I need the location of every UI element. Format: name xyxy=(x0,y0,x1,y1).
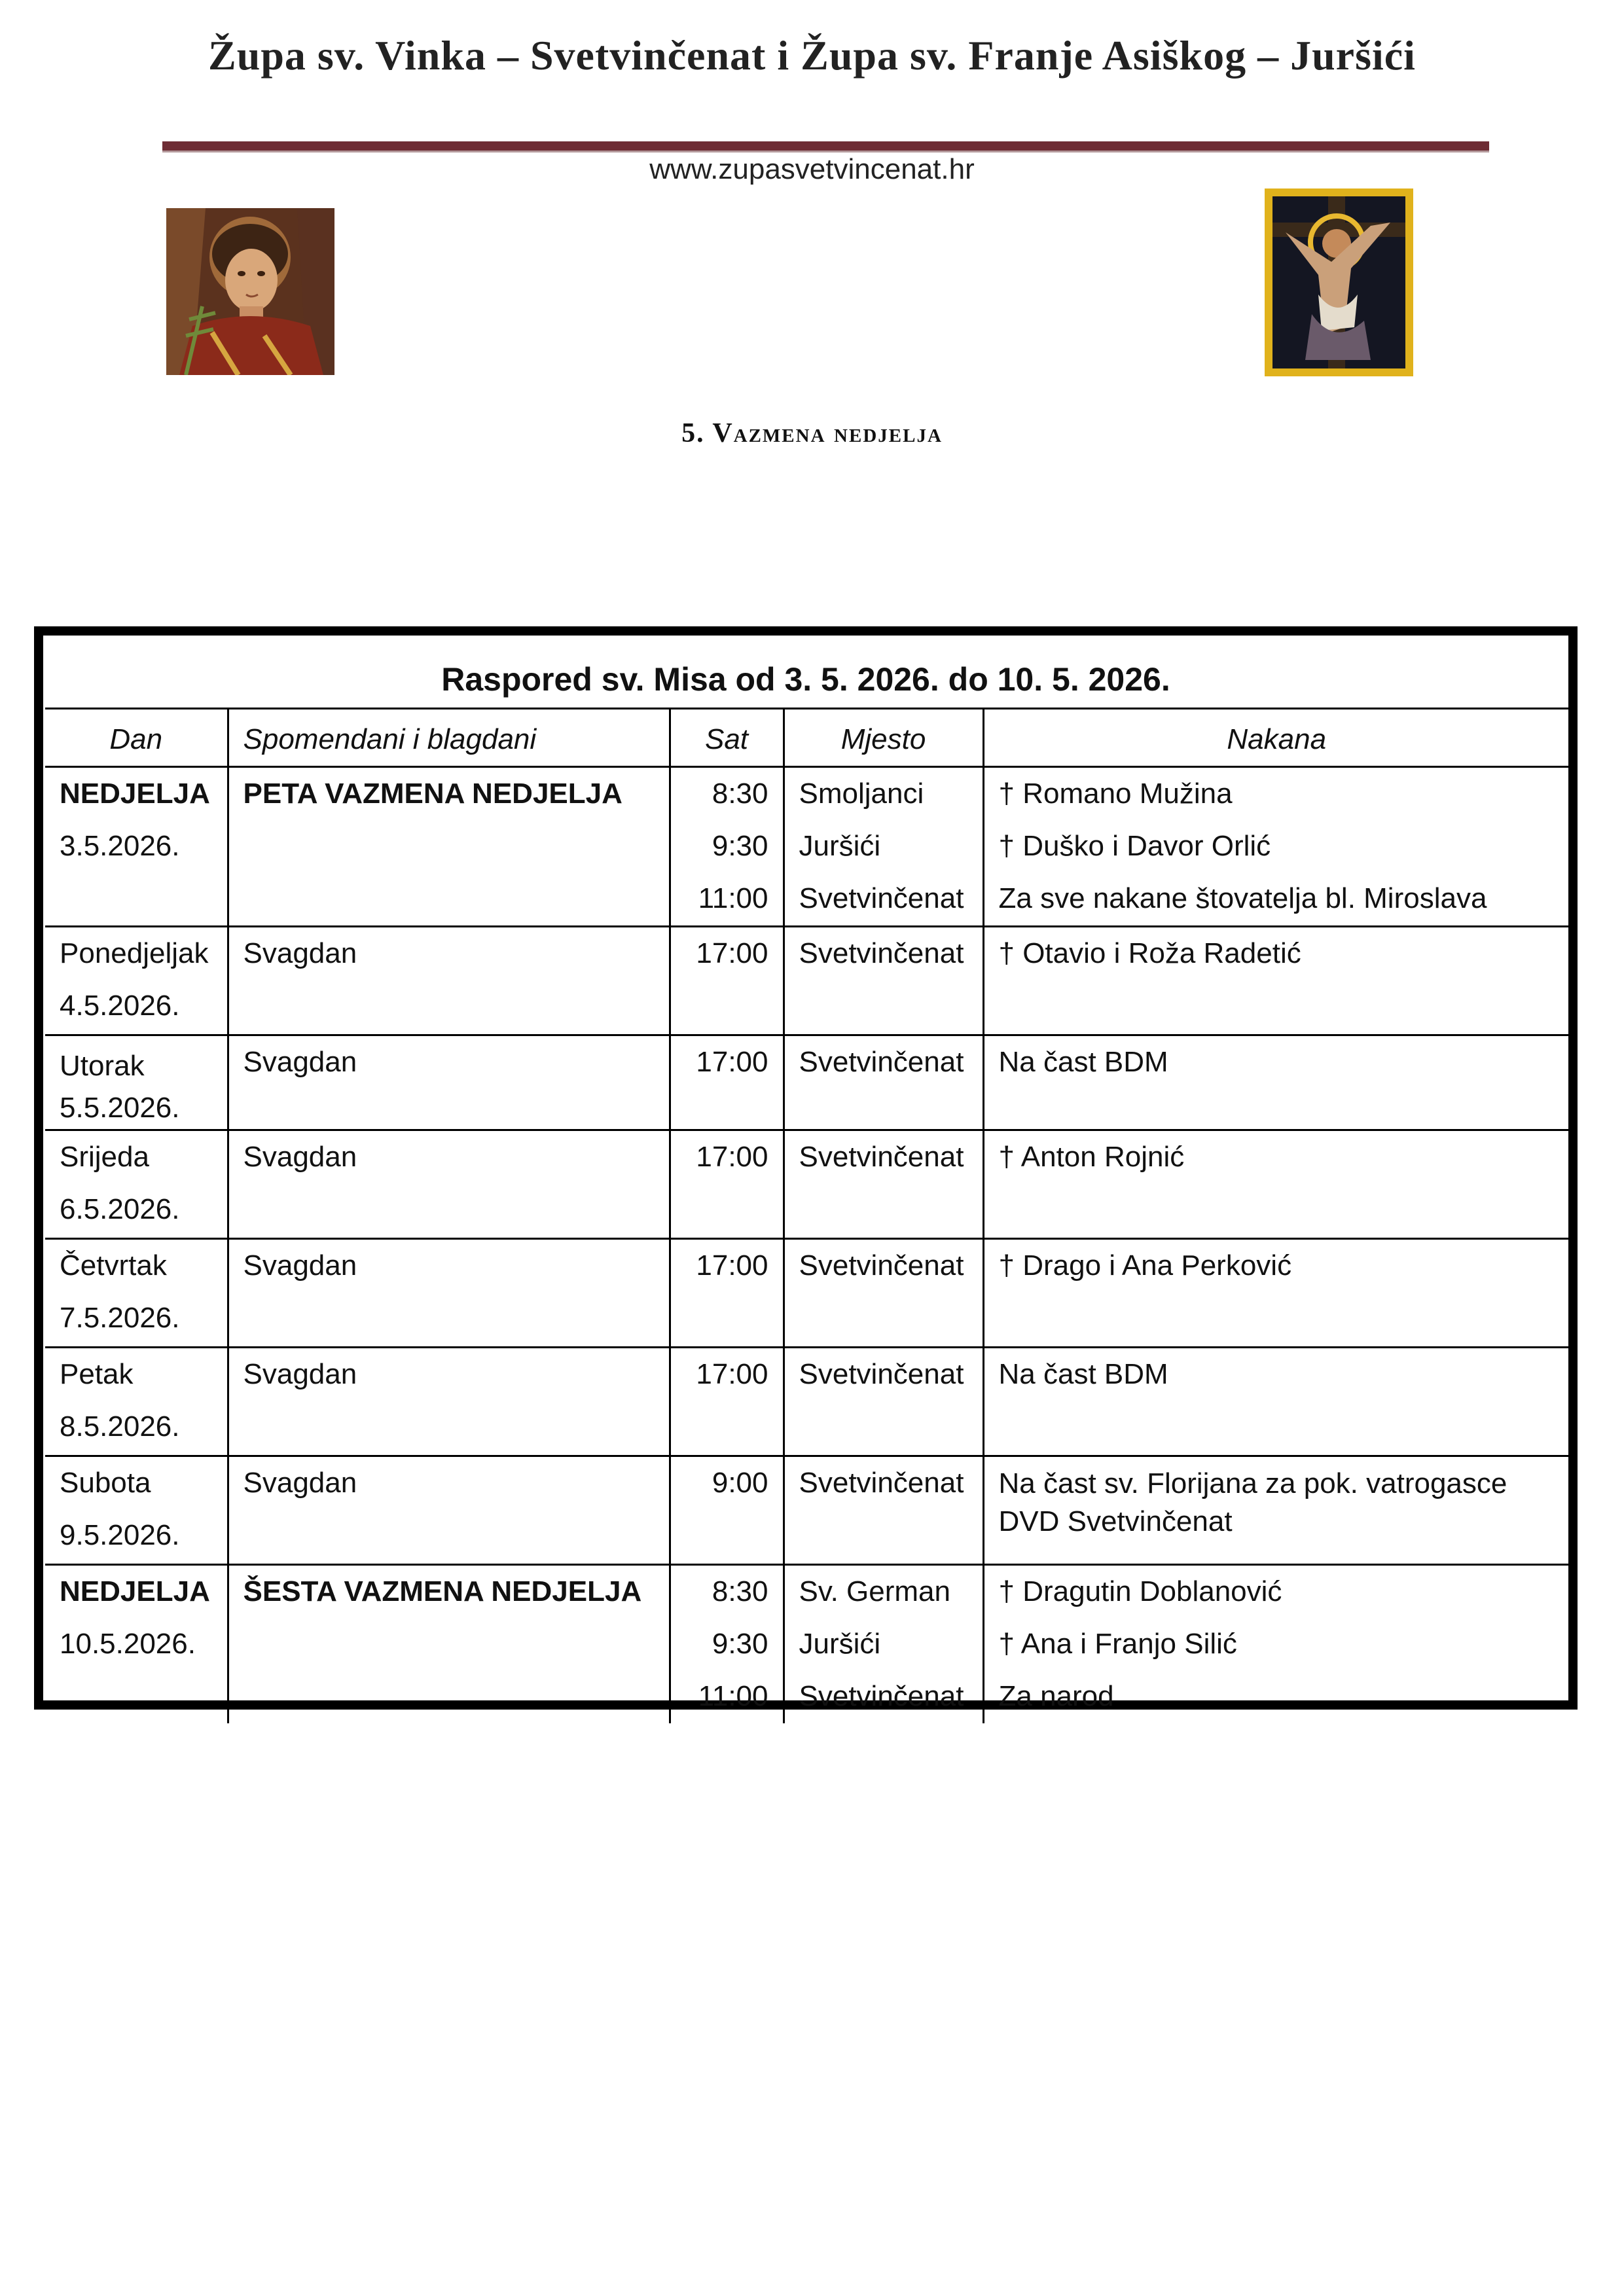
time-cell xyxy=(670,1035,784,1130)
mass-time: 9:00 xyxy=(712,1467,768,1499)
mass-schedule-table xyxy=(45,708,1569,1723)
place-cell xyxy=(784,1130,983,1239)
table-row xyxy=(45,1456,1569,1565)
mass-time: 11:00 xyxy=(698,1680,768,1712)
day-cell xyxy=(45,927,228,1035)
time-cell xyxy=(670,1239,784,1348)
schedule-caption: Raspored sv. Misa od 3. 5. 2026. do 10. 5. 2026. xyxy=(441,661,1170,698)
feast-name: Svagdan xyxy=(243,1249,357,1282)
mass-intention: Na čast BDM xyxy=(998,1046,1168,1078)
mass-place: Svetvinčenat xyxy=(799,1467,964,1499)
day-date: 10.5.2026. xyxy=(60,1628,196,1660)
time-cell xyxy=(670,767,784,927)
feast-name: Svagdan xyxy=(243,1467,357,1499)
column-header-day: Dan xyxy=(45,709,228,767)
column-header-intention: Nakana xyxy=(983,709,1569,767)
feast-cell xyxy=(228,1239,670,1348)
mass-time: 8:30 xyxy=(712,1575,768,1607)
mass-place: Svetvinčenat xyxy=(799,1249,964,1282)
time-cell xyxy=(670,1456,784,1565)
place-cell xyxy=(784,1035,983,1130)
table-row xyxy=(45,927,1569,1035)
table-row xyxy=(45,1565,1569,1724)
time-cell xyxy=(670,1130,784,1239)
day-cell xyxy=(45,1348,228,1456)
day-name: NEDJELJA xyxy=(60,1575,210,1607)
mass-intention: † Otavio i Roža Radetić xyxy=(998,937,1301,969)
intention-cell xyxy=(983,1130,1569,1239)
mass-intention: † Drago i Ana Perković xyxy=(998,1249,1292,1282)
feast-cell xyxy=(228,1130,670,1239)
day-date: 9.5.2026. xyxy=(60,1519,180,1551)
place-cell xyxy=(784,927,983,1035)
day-name: Četvrtak xyxy=(60,1249,167,1282)
header-divider xyxy=(162,141,1489,152)
mass-time: 17:00 xyxy=(696,1046,768,1078)
day-date: 4.5.2026. xyxy=(60,990,180,1022)
mass-place: Svetvinčenat xyxy=(799,937,964,969)
parish-title: Župa sv. Vinka – Svetvinčenat i Župa sv. Franje Asiškog – Juršići xyxy=(208,32,1416,79)
saint-vincent-icon xyxy=(166,208,334,375)
intention-cell xyxy=(983,767,1569,927)
mass-time: 17:00 xyxy=(696,1249,768,1282)
column-header-feast: Spomendani i blagdani xyxy=(228,709,670,767)
place-cell xyxy=(784,1239,983,1348)
mass-time: 17:00 xyxy=(696,937,768,969)
mass-intention: † Duško i Davor Orlić xyxy=(998,830,1271,862)
column-header-time: Sat xyxy=(670,709,784,767)
day-name: Petak xyxy=(60,1358,134,1390)
table-row xyxy=(45,1130,1569,1239)
time-cell xyxy=(670,1348,784,1456)
mass-place: Svetvinčenat xyxy=(799,1680,964,1712)
feast-cell xyxy=(228,1456,670,1565)
table-row xyxy=(45,1348,1569,1456)
feast-name: PETA VAZMENA NEDJELJA xyxy=(243,778,623,810)
day-cell xyxy=(45,1035,228,1130)
time-cell xyxy=(670,1565,784,1724)
mass-time: 17:00 xyxy=(696,1358,768,1390)
feast-name: ŠESTA VAZMENA NEDJELJA xyxy=(243,1575,642,1607)
intention-cell xyxy=(983,1348,1569,1456)
mass-time: 9:30 xyxy=(712,1628,768,1660)
intention-cell xyxy=(983,1456,1569,1565)
table-header-row xyxy=(45,709,1569,767)
mass-place: Svetvinčenat xyxy=(799,1141,964,1173)
mass-time: 17:00 xyxy=(696,1141,768,1173)
feast-cell xyxy=(228,1035,670,1130)
mass-place: Svetvinčenat xyxy=(799,882,964,914)
place-cell xyxy=(784,1456,983,1565)
intention-cell xyxy=(983,1239,1569,1348)
day-name: Srijeda xyxy=(60,1141,149,1173)
day-date: 5.5.2026. xyxy=(60,1092,180,1124)
mass-time: 8:30 xyxy=(712,778,768,810)
mass-time: 11:00 xyxy=(698,882,768,914)
day-cell xyxy=(45,1130,228,1239)
day-name: Utorak xyxy=(60,1050,145,1082)
mass-place: Svetvinčenat xyxy=(799,1046,964,1078)
mass-place: Sv. German xyxy=(799,1575,950,1607)
parish-website: www.zupasvetvincenat.hr xyxy=(649,153,975,185)
mass-intention: † Anton Rojnić xyxy=(998,1141,1185,1173)
feast-name: Svagdan xyxy=(243,1358,357,1390)
mass-intention: † Ana i Franjo Silić xyxy=(998,1628,1237,1660)
table-row xyxy=(45,767,1569,927)
feast-cell xyxy=(228,927,670,1035)
mass-place: Juršići xyxy=(799,830,881,862)
mass-intention: † Romano Mužina xyxy=(998,778,1233,810)
day-date: 3.5.2026. xyxy=(60,830,180,862)
mass-place: Svetvinčenat xyxy=(799,1358,964,1390)
column-header-place: Mjesto xyxy=(784,709,983,767)
mass-time: 9:30 xyxy=(712,830,768,862)
intention-cell xyxy=(983,1565,1569,1724)
day-cell xyxy=(45,1565,228,1724)
day-cell xyxy=(45,767,228,927)
day-name: NEDJELJA xyxy=(60,778,210,810)
mass-place: Juršići xyxy=(799,1628,881,1660)
place-cell xyxy=(784,767,983,927)
table-row xyxy=(45,1035,1569,1130)
crucifix-icon xyxy=(1265,188,1413,376)
mass-intention: Na čast sv. Florijana za pok. vatrogasce DVD Svetvinčenat xyxy=(998,1467,1507,1537)
mass-place: Smoljanci xyxy=(799,778,924,810)
liturgical-sunday-title: 5. Vazmena nedjelja xyxy=(681,418,943,448)
day-name: Ponedjeljak xyxy=(60,937,209,969)
day-cell xyxy=(45,1239,228,1348)
feast-name: Svagdan xyxy=(243,1046,357,1078)
mass-intention: † Dragutin Doblanović xyxy=(998,1575,1282,1607)
table-row xyxy=(45,1239,1569,1348)
day-date: 7.5.2026. xyxy=(60,1302,180,1334)
feast-cell xyxy=(228,1348,670,1456)
intention-cell xyxy=(983,927,1569,1035)
feast-name: Svagdan xyxy=(243,1141,357,1173)
place-cell xyxy=(784,1565,983,1724)
mass-intention: Za sve nakane štovatelja bl. Miroslava xyxy=(998,882,1487,914)
mass-intention: Za narod xyxy=(998,1680,1114,1712)
place-cell xyxy=(784,1348,983,1456)
day-name: Subota xyxy=(60,1467,151,1499)
mass-intention: Na čast BDM xyxy=(998,1358,1168,1390)
time-cell xyxy=(670,927,784,1035)
mass-schedule-frame xyxy=(34,626,1578,1710)
feast-cell xyxy=(228,767,670,927)
day-cell xyxy=(45,1456,228,1565)
day-date: 6.5.2026. xyxy=(60,1193,180,1225)
day-date: 8.5.2026. xyxy=(60,1410,180,1443)
feast-cell xyxy=(228,1565,670,1724)
feast-name: Svagdan xyxy=(243,937,357,969)
intention-cell xyxy=(983,1035,1569,1130)
